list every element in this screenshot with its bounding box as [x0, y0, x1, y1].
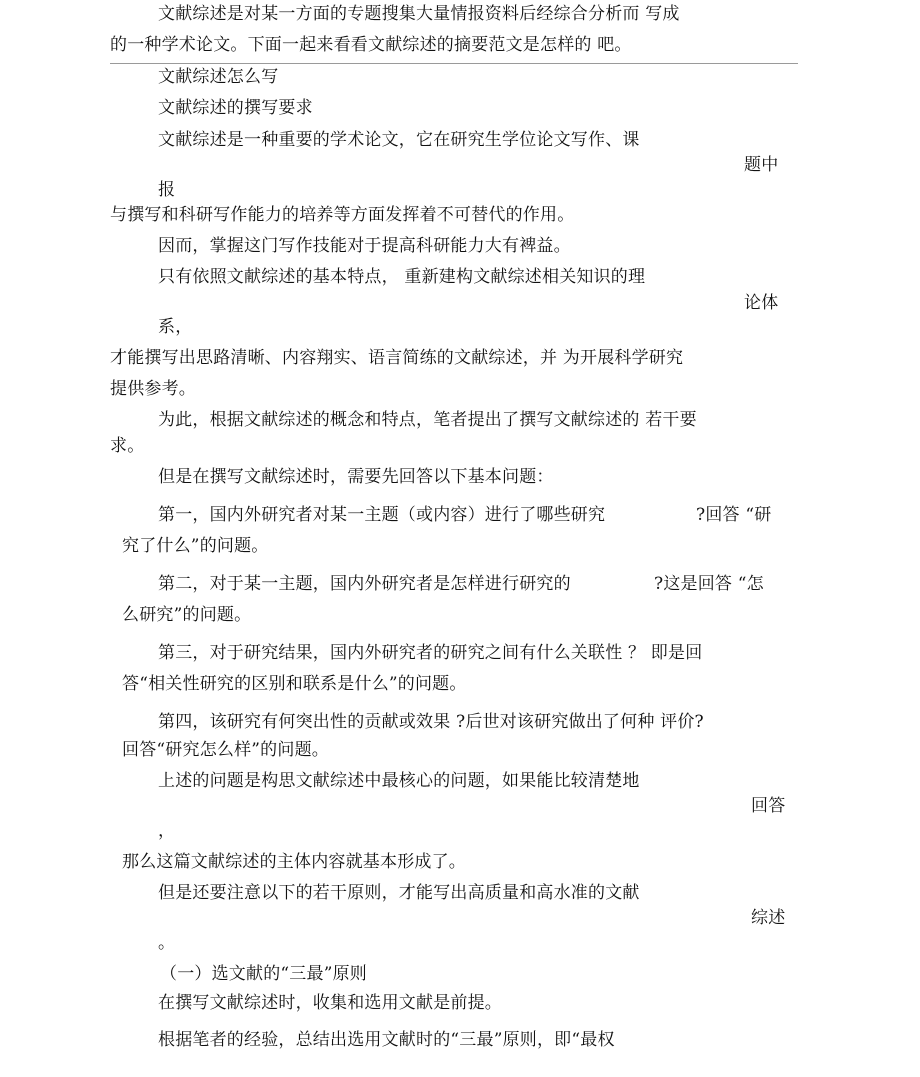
- section-heading-1: （一）选文献的“三最”原则: [160, 964, 367, 984]
- para1-fragment: 报: [158, 180, 176, 200]
- para3-right-fragment: 论体: [744, 293, 779, 313]
- q4-line-1: 第四，该研究有何突出性的贡献或效果 ?后世对该研究做出了何种 评价?: [158, 712, 704, 732]
- heading-how-to-write: 文献综述怎么写: [158, 67, 279, 87]
- para6-right-fragment: 回答: [751, 796, 786, 816]
- q2-right-fragment: ?这是回答 “怎: [654, 574, 764, 594]
- q2-line-1: 第二，对于某一主题，国内外研究者是怎样进行研究的: [158, 574, 571, 594]
- para9-line-1: 根据笔者的经验，总结出选用文献时的“三最”原则，即“最权: [158, 1030, 615, 1050]
- para6-line-1: 上述的问题是构思文献综述中最核心的问题，如果能比较清楚地: [158, 771, 640, 791]
- para3-line-3: 提供参考。: [110, 379, 196, 399]
- q2-line-2: 么研究”的问题。: [122, 605, 252, 625]
- para1-line-1: 文献综述是一种重要的学术论文，它在研究生学位论文写作、课: [158, 130, 640, 150]
- para5-line: 但是在撰写文献综述时，需要先回答以下基本问题：: [158, 467, 554, 487]
- intro-line-2: 的一种学术论文。下面一起来看看文献综述的摘要范文是怎样的 吧。: [110, 35, 632, 55]
- para7-line-1: 但是还要注意以下的若干原则，才能写出高质量和高水准的文献: [158, 883, 640, 903]
- para7-fragment: 。: [158, 933, 176, 953]
- q1-line-1: 第一，国内外研究者对某一主题（或内容）进行了哪些研究: [158, 505, 606, 525]
- para4-line-1: 为此，根据文献综述的概念和特点，笔者提出了撰写文献综述的 若干要: [158, 410, 697, 430]
- para2-line: 因而，掌握这门写作技能对于提高科研能力大有裨益。: [158, 236, 571, 256]
- para8-line: 在撰写文献综述时，收集和选用文献是前提。: [158, 993, 502, 1013]
- para3-line-2: 才能撰写出思路清晰、内容翔实、语言简练的文献综述，并 为开展科学研究: [110, 348, 684, 368]
- header-divider: [110, 63, 798, 64]
- para4-line-2: 求。: [110, 436, 145, 456]
- q1-right-fragment: ?回答 “研: [696, 505, 772, 525]
- para7-right-fragment: 综述: [751, 908, 786, 928]
- para6-fragment: ，: [158, 821, 176, 841]
- q4-line-2: 回答“研究怎么样”的问题。: [122, 740, 329, 760]
- intro-line-1: 文献综述是对某一方面的专题搜集大量情报资料后经综合分析而 写成: [158, 4, 680, 24]
- q3-line-1: 第三，对于研究结果，国内外研究者的研究之间有什么关联性 ？ 即是回: [158, 643, 703, 663]
- para3-line-1: 只有依照文献综述的基本特点， 重新建构文献综述相关知识的理: [158, 267, 646, 287]
- heading-requirements: 文献综述的撰写要求: [158, 98, 313, 118]
- para1-line-2: 与撰写和科研写作能力的培养等方面发挥着不可替代的作用。: [110, 205, 575, 225]
- q1-line-2: 究了什么”的问题。: [122, 536, 269, 556]
- para1-right-fragment: 题中: [744, 155, 779, 175]
- q3-line-2: 答“相关性研究的区别和联系是什么”的问题。: [122, 674, 467, 694]
- para6-line-2: 那么这篇文献综述的主体内容就基本形成了。: [122, 852, 466, 872]
- para3-fragment: 系，: [158, 317, 193, 337]
